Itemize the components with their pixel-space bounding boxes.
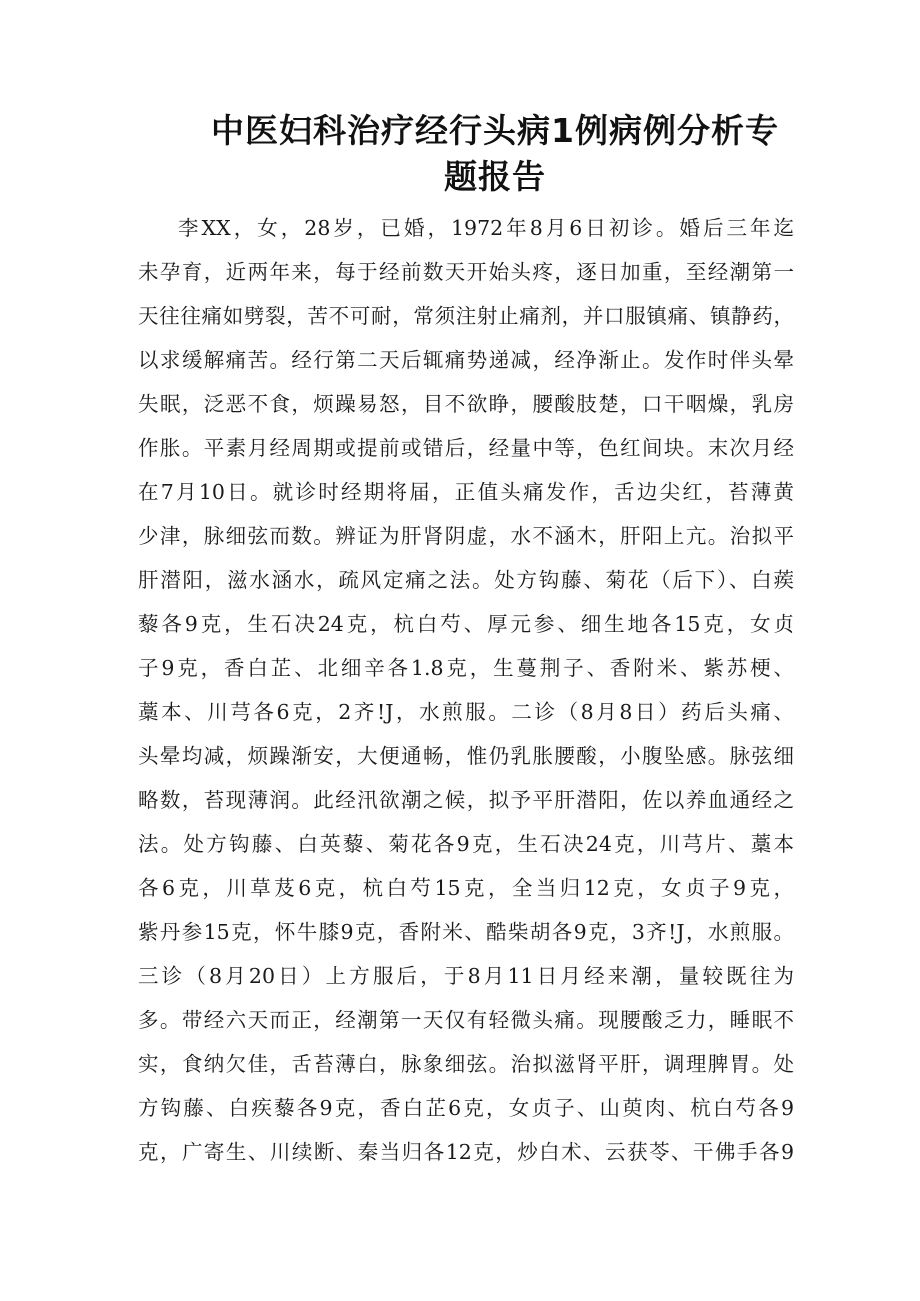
body-line: 三诊（8月20日）上方服后，于8月11日月经来潮，量较既往为 — [138, 964, 794, 988]
body-line: 克，广寄生、川续断、秦当归各12克，炒白术、云获苓、干佛手各9 — [138, 1140, 794, 1164]
body-line: 以求缓解痛苦。经行第二天后辄痛势递减，经净渐止。发作时伴头晕 — [138, 348, 794, 372]
body-line: 略数，苔现薄润。此经汛欲潮之候，拟予平肝潜阳，佐以养血通经之 — [138, 788, 794, 812]
document-title — [175, 108, 815, 200]
case-report-body — [138, 206, 794, 1174]
body-line: 多。带经六天而正，经潮第一天仅有轻微头痛。现腰酸乏力，睡眠不 — [138, 1008, 794, 1032]
body-line: 各6克，川草芨6克，杭白芍15克，全当归12克，女贞子9克， — [138, 876, 794, 900]
body-line: 作胀。平素月经周期或提前或错后，经量中等，色红间块。末次月经 — [138, 436, 794, 460]
body-line: 失眠，泛恶不食，烦躁易怒，目不欲睁，腰酸肢楚，口干咽燥，乳房 — [138, 392, 794, 416]
body-line: 法。处方钩藤、白英藜、菊花各9克，生石决24克，川芎片、藁本 — [138, 832, 794, 856]
body-line: 头晕均减，烦躁渐安，大便通畅，惟仍乳胀腰酸，小腹坠感。脉弦细 — [138, 744, 794, 768]
body-line: 天往往痛如劈裂，苦不可耐，常须注射止痛剂，并口服镇痛、镇静药， — [138, 304, 794, 328]
title-line: 题报告 — [444, 157, 546, 196]
body-line: 李XX，女，28岁，已婚，1972年8月6日初诊。婚后三年迄 — [178, 216, 794, 240]
body-line: 子9克，香白芷、北细辛各1.8克，生蔓荆子、香附米、紫苏梗、 — [138, 656, 794, 680]
body-line: 肝潜阳，滋水涵水，疏风定痛之法。处方钩藤、菊花（后下）、白蒺 — [138, 568, 794, 592]
body-line: 实，食纳欠佳，舌苔薄白，脉象细弦。治拟滋肾平肝，调理脾胃。处 — [138, 1052, 794, 1076]
body-line: 藁本、川芎各6克，2齐!J，水煎服。二诊（8月8日）药后头痛、 — [138, 700, 794, 724]
body-line: 方钩藤、白疾藜各9克，香白芷6克，女贞子、山萸肉、杭白芍各9 — [138, 1096, 794, 1120]
body-line: 藜各9克，生石决24克，杭白芍、厚元参、细生地各15克，女贞 — [138, 612, 794, 636]
body-line: 在7月10日。就诊时经期将届，正值头痛发作，舌边尖红，苔薄黄 — [138, 480, 794, 504]
body-line: 少津，脉细弦而数。辨证为肝肾阴虚，水不涵木，肝阳上亢。治拟平 — [138, 524, 794, 548]
title-line: 中医妇科治疗经行头病1例病例分析专 — [211, 111, 779, 150]
body-line: 紫丹参15克，怀牛膝9克，香附米、酷柴胡各9克，3齐!J，水煎服。 — [138, 920, 794, 944]
body-line: 未孕育，近两年来，每于经前数天开始头疼，逐日加重，至经潮第一 — [138, 260, 794, 284]
